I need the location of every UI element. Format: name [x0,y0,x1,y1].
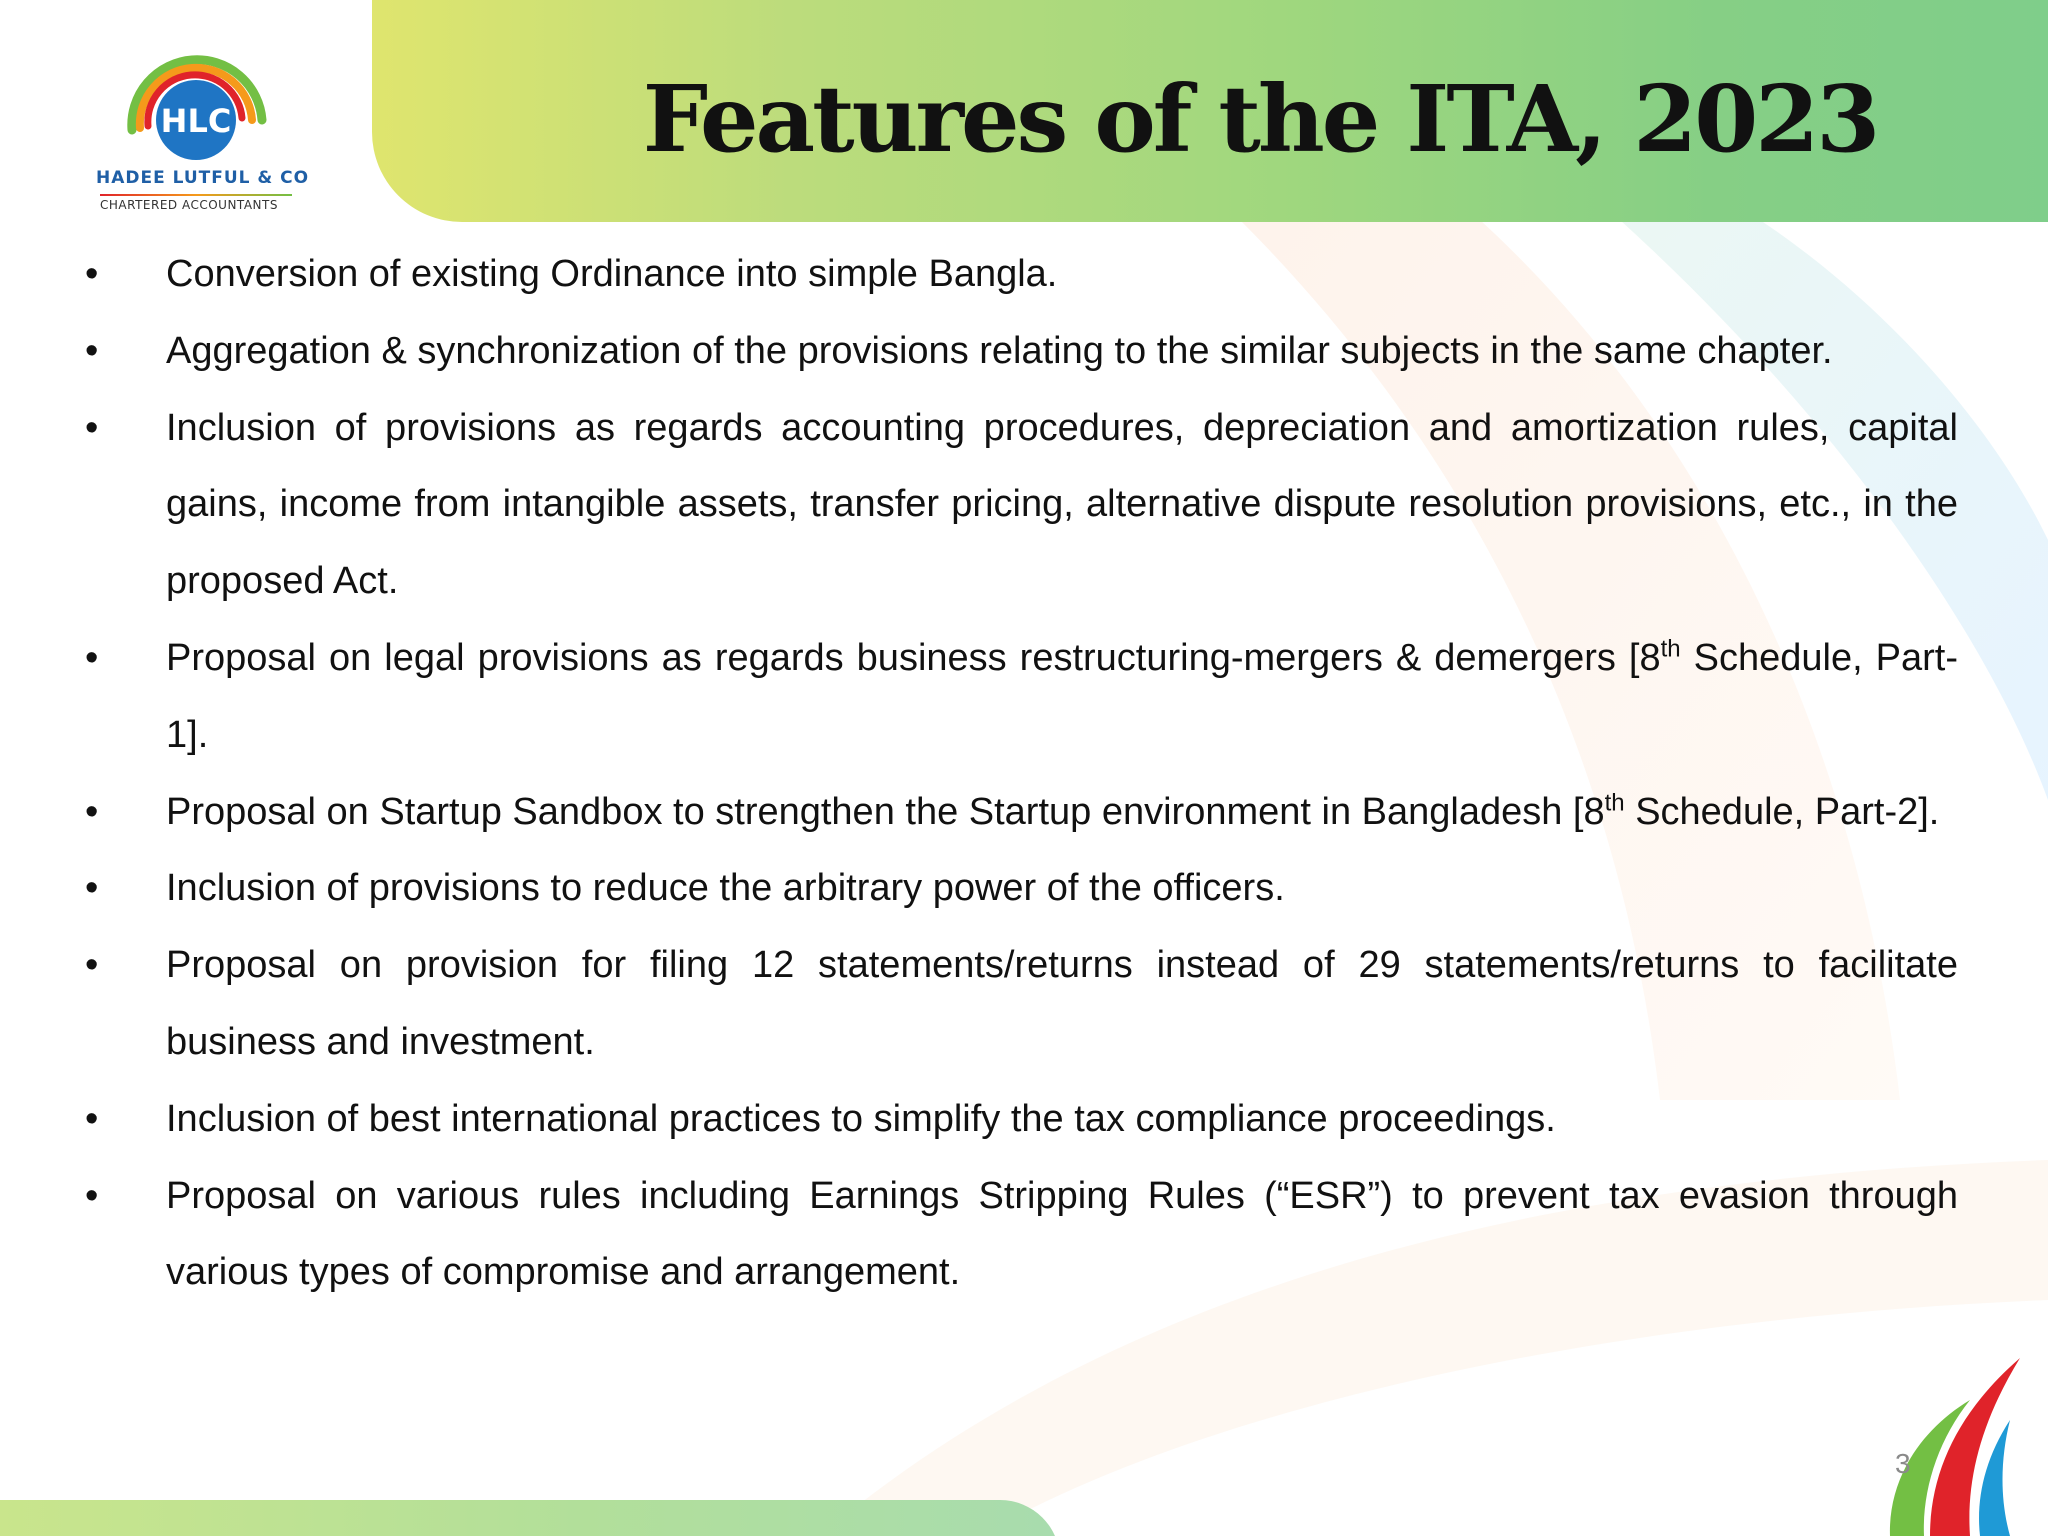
bullet-dot: • [85,867,99,910]
bullet-dot: • [85,253,99,295]
bullet-text-continued: Schedule, Part-2]. [1624,790,1940,833]
list-item [85,313,1958,390]
list-item [85,620,1958,774]
bullet-text-continued: Schedule, Part-1]. [166,636,1958,756]
logo-initials: HLC [160,102,232,140]
bullet-text: Proposal on Startup Sandbox to strengthen the Startup environment in Bangladesh [8 [166,790,1605,833]
firm-name: HADEE LUTFUL & CO [96,168,310,188]
firm-logo [96,28,310,214]
ordinal-suffix: th [1660,635,1681,663]
bullet-text: Proposal on various rules including Earnings Stripping Rules (“ESR”) to prevent tax evasion through various types of compromise and arrangement. [166,1174,1958,1294]
bullet-text: Inclusion of provisions as regards accounting procedures, depreciation and amortization rules, capital gains, income from intangible assets, transfer pricing, alternative dispute resolution provisions, etc., in the proposed Act. [166,406,1958,603]
bullet-dot: • [85,1174,99,1217]
list-item [85,1081,1958,1158]
corner-swoosh-decoration [1860,1350,2048,1536]
list-item [85,774,1958,851]
list-item [85,1158,1958,1312]
bullet-text: Inclusion of provisions to reduce the arbitrary power of the officers. [166,867,1285,910]
bullet-text: Proposal on legal provisions as regards business restructuring-mergers & demergers [8 [166,636,1661,679]
bullet-dot: • [85,329,99,372]
bullet-dot: • [85,1097,99,1140]
logo-divider [100,194,292,196]
list-item [85,390,1958,620]
ordinal-suffix: th [1604,788,1625,816]
hlc-emblem [96,28,306,168]
list-item [85,927,1958,1081]
bullet-text: Aggregation & synchronization of the provisions relating to the similar subjects in the same chapter. [166,329,1833,372]
slide-title: Features of the ITA, 2023 [642,65,1878,173]
bullet-text: Inclusion of best international practices to simplify the tax compliance proceedings. [166,1097,1556,1140]
bullet-text: Proposal on provision for filing 12 statements/returns instead of 29 statements/returns to facilitate business and investment. [166,944,1958,1063]
footer-band [0,1500,1060,1536]
list-item [85,236,1958,313]
feature-list [85,236,1958,1311]
page-number: 3 [1895,1448,1911,1479]
bullet-text: Conversion of existing Ordinance into simple Bangla. [166,253,1058,295]
bullet-dot: • [85,790,99,833]
bullet-dot: • [85,406,99,449]
bullet-dot: • [85,944,99,987]
list-item [85,850,1958,927]
firm-subtitle: CHARTERED ACCOUNTANTS [100,198,278,212]
bullet-dot: • [85,636,99,679]
